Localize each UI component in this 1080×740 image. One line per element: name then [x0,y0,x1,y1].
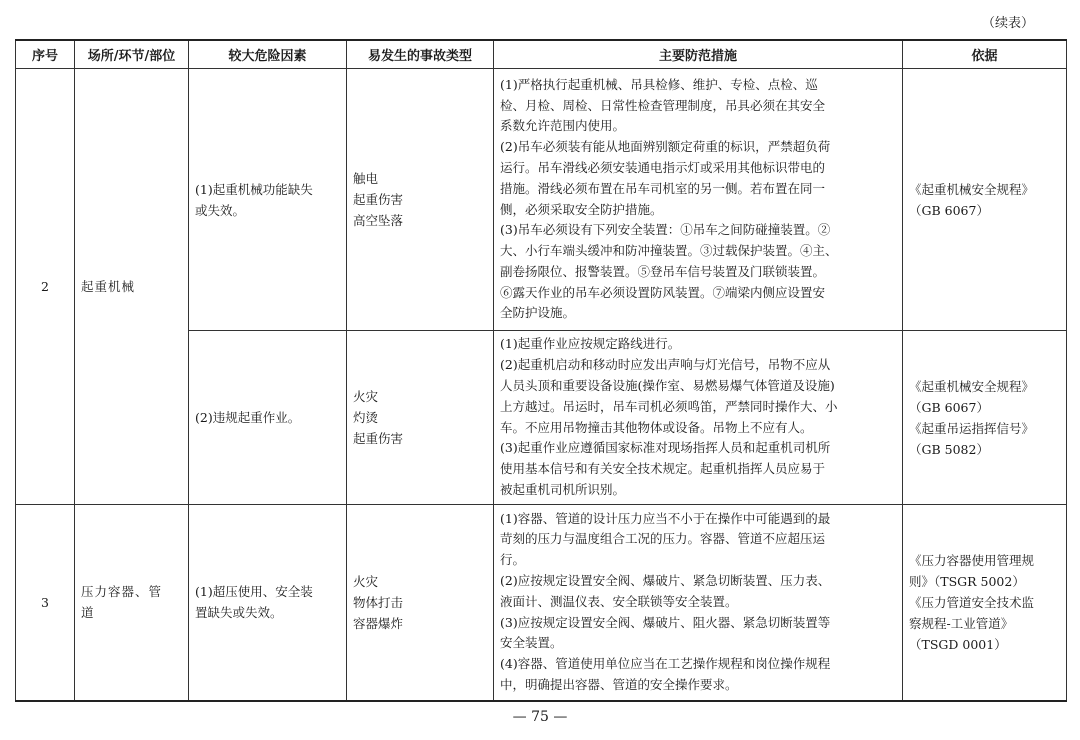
risk-factor-line: (1)超压使用、安全装 [195,584,313,600]
measures-cell [494,505,903,701]
basis-line: （GB 6067） [909,399,989,415]
measure-line: (1)严格执行起重机械、吊具检修、维护、专检、点检、巡 [500,76,818,92]
risk-factor-line: 或失效。 [195,202,246,218]
measure-line: (3)起重作业应遵循国家标准对现场指挥人员和起重机司机所 [500,440,831,456]
measure-line: 苛刻的压力与温度组合工况的压力。容器、管道不应超压运 [500,531,826,547]
table-row [16,69,1067,331]
header-measures: 主要防范措施 [494,40,903,69]
location-line: 道 [81,605,95,621]
risk-factor-line: (2)违规起重作业。 [195,410,301,425]
basis-cell [903,505,1067,701]
header-location: 场所/环节/部位 [75,40,189,69]
risk-factor-cell [189,69,347,331]
measure-line: 侧，必须采取安全防护措施。 [500,201,663,217]
header-basis: 依据 [903,40,1067,69]
measure-line: (4)容器、管道使用单位应当在工艺操作规程和岗位操作规程 [500,656,831,672]
measure-line: 车。不应用吊物撞击其他物体或设备。吊物上不应有人。 [500,419,813,435]
basis-line: 《压力容器使用管理规 [909,552,1035,568]
accident-type: 起重伤害 [353,192,404,207]
accident-type: 火灾 [353,389,379,404]
header-risk-factor: 较大危险因素 [189,40,347,69]
table-header-row [16,40,1067,69]
measure-line: 措施。滑线必须布置在吊车司机室的另一侧。若布置在同一 [500,180,826,196]
measure-line: 全防护设施。 [500,305,576,321]
basis-line: （GB 6067） [909,202,989,218]
measure-line: 检、月检、周检、日常性检查管理制度，吊具必须在其安全 [500,97,826,113]
measure-line: 液面计、测温仪表、安全联锁等安全装置。 [500,593,738,609]
accident-type: 火灾 [353,573,379,589]
accident-type: 容器爆炸 [353,615,404,631]
accident-type-cell [347,69,494,331]
measure-line: (3)吊车必须设有下列安全装置：①吊车之间防碰撞装置。② [500,222,831,238]
accident-type: 触电 [353,171,379,186]
basis-line: （GB 5082） [909,441,989,457]
basis-cell [903,69,1067,331]
accident-type: 高空坠落 [353,213,404,228]
risk-factor-cell [189,505,347,701]
basis-line: （TSGD 0001） [909,636,1007,652]
measure-line: 使用基本信号和有关安全技术规定。起重机指挥人员应易于 [500,461,826,477]
row-number: 3 [16,505,75,701]
measure-line: 被起重机司机所识别。 [500,481,626,497]
measure-line: (2)起重机启动和移动时应发出声响与灯光信号，吊物不应从 [500,357,831,373]
table-row [16,505,1067,701]
measures-cell [494,331,903,505]
measure-line: (1)容器、管道的设计压力应当不小于在操作中可能遇到的最 [500,510,831,526]
header-accident-type: 易发生的事故类型 [347,40,494,69]
measure-line: 系数允许范围内使用。 [500,118,626,134]
measure-line: (2)吊车必须装有能从地面辨别额定荷重的标识，严禁超负荷 [500,139,831,155]
risk-factor-line: 置缺失或失效。 [195,605,283,621]
risk-factor-cell [189,331,347,505]
basis-line: 《起重机械安全规程》 [909,378,1035,394]
risk-table [15,39,1067,702]
measure-line: 大、小行车端头缓冲和防冲撞装置。③过载保护装置。④主、 [500,243,838,259]
row-number: 2 [16,69,75,505]
basis-line: 《起重机械安全规程》 [909,181,1035,197]
page-number: — 75 — [512,709,568,725]
measure-line: (3)应按规定设置安全阀、爆破片、阻火器、紧急切断装置等 [500,614,831,630]
accident-type: 起重伤害 [353,431,404,446]
measure-line: 人员头顶和重要设备设施(操作室、易燃易爆气体管道及设施) [500,377,835,393]
measure-line: ⑥露天作业的吊车必须设置防风装置。⑦端梁内侧应设置安 [500,284,826,300]
measure-line: (2)应按规定设置安全阀、爆破片、紧急切断装置、压力表、 [500,573,831,589]
measure-line: 运行。吊车滑线必须安装通电指示灯或采用其他标识带电的 [500,159,826,175]
measures-cell [494,69,903,331]
basis-line: 《压力管道安全技术监 [909,594,1035,610]
accident-type-cell [347,331,494,505]
basis-line: 察规程-工业管道》 [909,615,1014,631]
measure-line: 行。 [500,552,526,568]
continued-label: （续表） [981,16,1034,31]
measure-line: 副卷扬限位、报警装置。⑤登吊车信号装置及门联锁装置。 [500,263,826,279]
risk-factor-line: (1)起重机械功能缺失 [195,181,313,197]
accident-type: 灼烫 [353,410,379,425]
accident-type-cell [347,505,494,701]
basis-cell [903,331,1067,505]
measure-line: (1)起重作业应按规定路线进行。 [500,336,681,352]
row-location: 起重机械 [75,69,189,505]
basis-line: 则》（TSGR 5002） [909,573,1025,589]
accident-type: 物体打击 [353,594,404,610]
header-no: 序号 [16,40,75,69]
row-location [75,505,189,701]
location-line: 压力容器、管 [81,584,163,600]
measure-line: 上方越过。吊运时，吊车司机必须鸣笛，严禁同时操作大、小 [500,398,838,414]
measure-line: 中，明确提出容器、管道的安全操作要求。 [500,677,738,693]
measure-line: 安全装置。 [500,635,563,651]
basis-line: 《起重吊运指挥信号》 [909,420,1035,436]
